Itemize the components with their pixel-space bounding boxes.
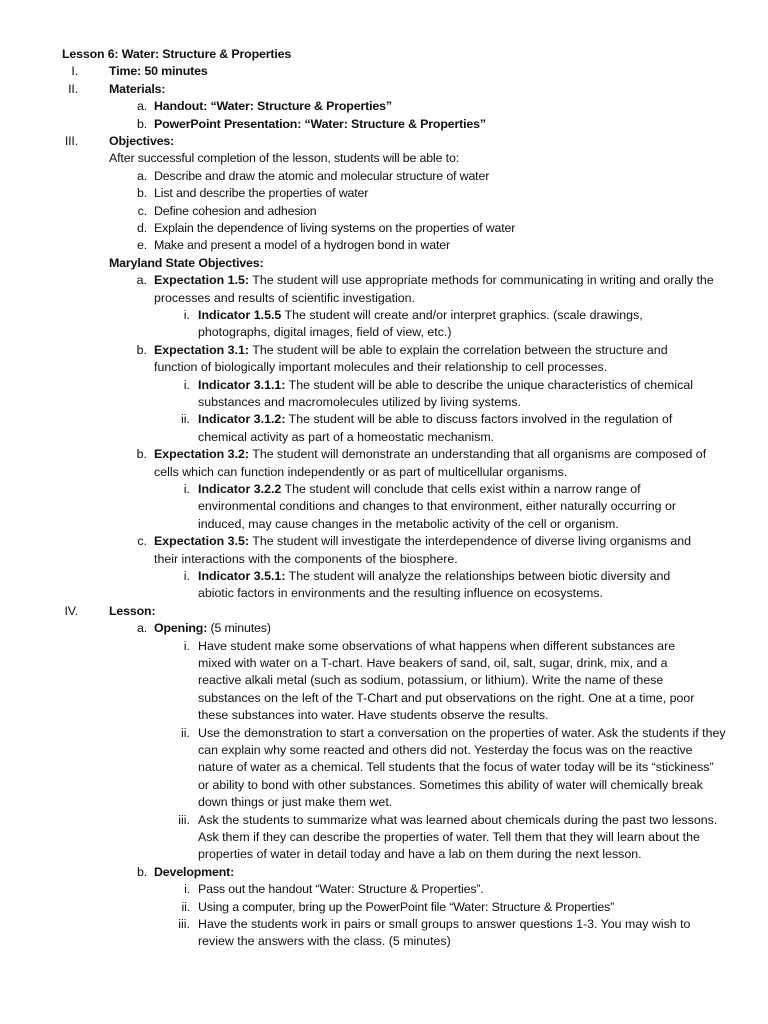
section-label: Lesson:	[109, 603, 156, 618]
lesson-step	[184, 881, 484, 898]
indicator-item	[181, 411, 698, 446]
list-item	[136, 220, 516, 237]
item-marker: a.	[136, 168, 147, 183]
lesson-step	[183, 638, 703, 725]
item-marker: ii.	[181, 412, 190, 427]
step-text: Use the demonstration to start a conversation on the properties of water. Ask the students if they can explain why some reacted and others did not. Yesterday the focus was on the reactive nature of water as a chemical. Tell students that the focus of water today will be its “stickiness” or ability to bond with other substances. Sometimes this ability of water will chemically break down things or just make them wet.	[198, 725, 726, 810]
indicator-label: Indicator 3.5.1:	[198, 569, 286, 583]
item-marker: a.	[136, 273, 147, 288]
expectation-item	[136, 342, 694, 377]
item-text: Define cohesion and adhesion	[154, 203, 317, 218]
item-marker: e.	[136, 238, 147, 253]
item-text: PowerPoint Presentation: “Water: Structure & Properties”	[154, 116, 486, 131]
subsection-label: Development:	[154, 864, 235, 879]
item-marker: i.	[183, 638, 190, 653]
item-marker: c.	[137, 534, 147, 549]
expectation-label: Expectation 3.2:	[154, 447, 250, 462]
lesson-step	[181, 725, 726, 812]
item-marker: i.	[183, 307, 190, 322]
indicator-item	[183, 481, 708, 533]
section-marker: IV.	[64, 603, 78, 618]
section-lesson	[64, 603, 156, 620]
section-label: Objectives:	[109, 134, 175, 148]
item-text: Explain the dependence of living systems on the properties of water	[154, 221, 516, 235]
list-item	[136, 185, 369, 202]
page-title: Lesson 6: Water: Structure & Properties	[62, 47, 292, 61]
item-marker: ii.	[181, 725, 190, 740]
expectation-text: The student will use appropriate methods for communicating in writing and orally the processes and results of scientific investigation.	[154, 273, 714, 305]
item-marker: i.	[183, 482, 190, 496]
step-text: Pass out the handout “Water: Structure & Properties”.	[198, 882, 484, 897]
step-text: Using a computer, bring up the PowerPoint file “Water: Structure & Properties”	[198, 899, 615, 914]
indicator-label: Indicator 1.5.5	[198, 307, 282, 322]
list-item	[136, 98, 392, 115]
lesson-step	[178, 916, 726, 951]
list-item	[136, 168, 490, 185]
lesson-step	[178, 812, 726, 864]
expectation-item	[136, 272, 724, 307]
lesson-opening	[136, 620, 271, 637]
section-marker: II.	[68, 81, 78, 96]
lesson-step	[181, 899, 615, 916]
indicator-label: Indicator 3.1.2:	[198, 412, 286, 427]
expectation-label: Expectation 3.1:	[154, 342, 250, 357]
step-text: Ask the students to summarize what was learned about chemicals during the past two lessons. Ask them if they can describe the properties of water. Tell them that they will learn about the properties of water in detail today and have a lab on them during the next lesson.	[198, 812, 718, 862]
indicator-text: The student will be able to describe the unique characteristics of chemical substances and macromolecules utilized by living systems.	[198, 377, 693, 409]
item-text: Describe and draw the atomic and molecular structure of water	[154, 168, 490, 183]
section-objectives	[64, 133, 175, 150]
item-marker: b.	[136, 342, 147, 357]
item-text: Make and present a model of a hydrogen bond in water	[154, 238, 450, 253]
section-marker: III.	[64, 134, 78, 148]
indicator-label: Indicator 3.2.2	[198, 482, 282, 496]
expectation-item	[136, 446, 724, 481]
item-text: Handout: “Water: Structure & Properties”	[154, 99, 392, 114]
expectation-text: The student will investigate the interdependence of diverse living organisms and their interactions with the components of the biosphere.	[154, 534, 691, 566]
item-marker: b.	[136, 864, 147, 879]
item-marker: c.	[137, 203, 147, 218]
subsection-text: (5 minutes)	[210, 621, 271, 636]
indicator-text: The student will conclude that cells exist within a narrow range of environmental conditions and changes to that environment, either naturally occurring or induced, may cause changes in the metabolic activity of the cell or organism.	[198, 482, 677, 531]
item-marker: b.	[136, 116, 147, 131]
list-item	[137, 203, 317, 220]
indicator-label: Indicator 3.1.1:	[198, 377, 286, 392]
expectation-label: Expectation 1.5:	[154, 273, 250, 288]
indicator-item	[183, 307, 718, 342]
item-marker: iii.	[178, 917, 190, 931]
indicator-text: The student will create and/or interpret graphics. (scale drawings, photographs, digital images, field of view, etc.)	[198, 307, 643, 340]
expectation-text: The student will be able to explain the correlation between the structure and function of biologically important molecules and their relationship to cell processes.	[154, 342, 668, 375]
indicator-text: The student will analyze the relationships between biotic diversity and abiotic factors in environments and the resulting influence on ecosystems.	[198, 569, 671, 601]
step-text: Have student make some observations of what happens when different substances are mixed with water on a T-chart. Have beakers of sand, oil, salt, sugar, drink, mix, and a reactive alkali metal (such as sodium, potassium, or lithium). Write the name of these substances on the left of the T-Chart and put observations on the right. One at a time, poor these substances into water. Have students observe the results.	[198, 638, 695, 723]
list-item	[136, 116, 486, 133]
lesson-development	[136, 864, 235, 881]
indicator-item	[183, 568, 698, 603]
list-item	[136, 237, 450, 254]
item-marker: i.	[183, 569, 190, 583]
section-time	[71, 63, 208, 80]
objectives-intro: After successful completion of the lesson, students will be able to:	[109, 151, 460, 166]
item-marker: b.	[136, 186, 147, 201]
section-label: Materials:	[109, 81, 166, 96]
subsection-label: Opening:	[154, 621, 208, 636]
item-marker: ii.	[181, 899, 190, 914]
expectation-label: Expectation 3.5:	[154, 534, 250, 549]
item-text: List and describe the properties of water	[154, 186, 369, 201]
state-objectives-heading: Maryland State Objectives:	[109, 255, 264, 270]
item-marker: b.	[136, 447, 147, 462]
expectation-item	[137, 533, 714, 568]
section-text: 50 minutes	[144, 64, 208, 79]
indicator-item	[183, 377, 718, 412]
item-marker: i.	[184, 882, 190, 897]
section-materials	[68, 81, 166, 98]
section-marker: I.	[71, 64, 78, 79]
item-marker: a.	[136, 99, 147, 114]
item-marker: d.	[136, 221, 147, 235]
indicator-text: The student will be able to discuss factors involved in the regulation of chemical activity as part of a homeostatic mechanism.	[198, 412, 673, 444]
item-marker: a.	[136, 621, 147, 636]
expectation-text: The student will demonstrate an understanding that all organisms are composed of cells which can function independently or as part of multicellular organisms.	[154, 447, 707, 479]
section-label: Time:	[109, 64, 142, 79]
item-marker: i.	[183, 377, 190, 392]
item-marker: iii.	[178, 812, 190, 827]
step-text: Have the students work in pairs or small groups to answer questions 1-3. You may wish to review the answers with the class. (5 minutes)	[198, 917, 691, 949]
